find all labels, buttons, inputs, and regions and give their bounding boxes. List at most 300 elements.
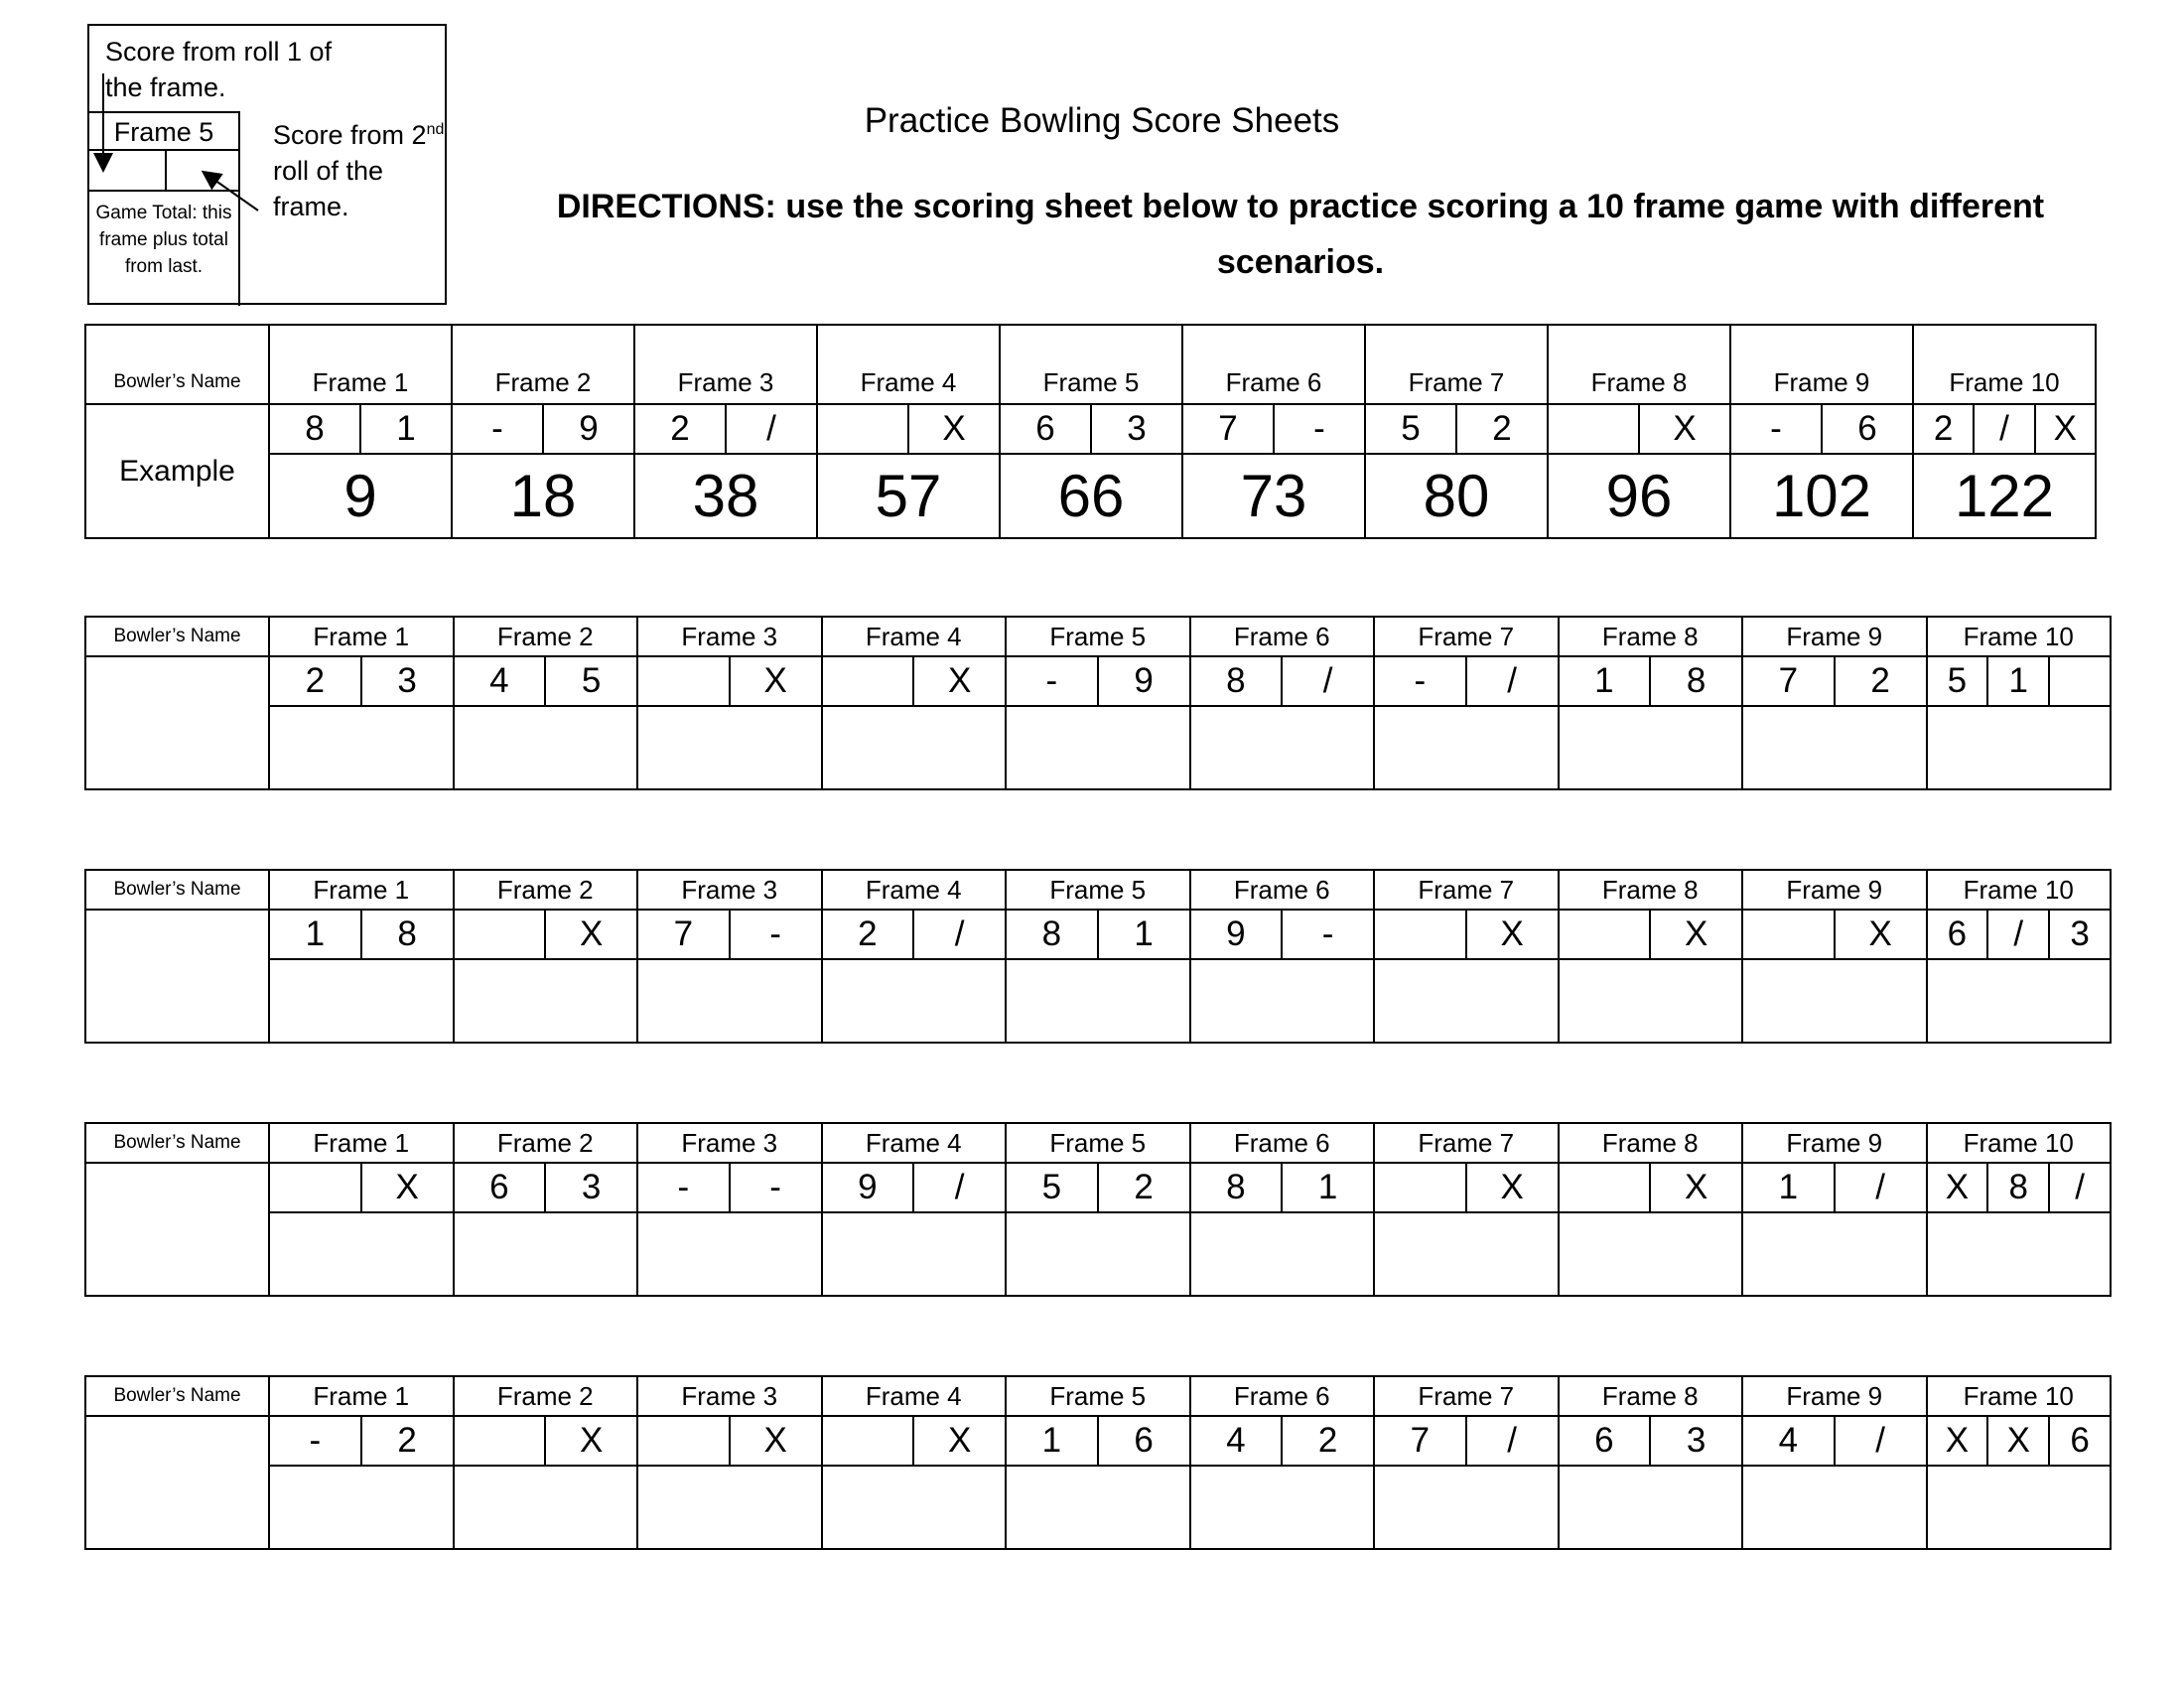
- frame-header-4: Frame 4: [817, 325, 1000, 404]
- frame-rolls: [1549, 405, 1729, 455]
- roll-box-2[interactable]: 6: [1821, 405, 1912, 453]
- roll-box-1[interactable]: [1560, 1164, 1650, 1211]
- frame-total[interactable]: [455, 1467, 637, 1548]
- header-row: [85, 325, 2096, 404]
- frame-header-8: Frame 8: [1559, 1123, 1743, 1163]
- bowler-name-cell[interactable]: [85, 910, 269, 1043]
- frame-total[interactable]: [270, 1213, 453, 1295]
- frame-cell-1: [269, 910, 454, 1043]
- bowler-name-header: Bowler’s Name: [85, 870, 269, 910]
- frame-cell-6: [1190, 910, 1375, 1043]
- roll-box-2[interactable]: /: [912, 1164, 1005, 1211]
- frame-cell-7: [1374, 1416, 1559, 1549]
- roll-box-1[interactable]: 7: [673, 914, 694, 953]
- roll-box-2[interactable]: /: [1281, 657, 1373, 705]
- frame-header-3: Frame 3: [637, 870, 822, 910]
- roll-box-2[interactable]: -: [1273, 405, 1364, 453]
- roll-box-2[interactable]: 1: [1281, 1164, 1373, 1211]
- roll-box-2[interactable]: X: [729, 657, 821, 705]
- frame-total[interactable]: 73: [1240, 463, 1307, 529]
- roll-box-2[interactable]: X: [1834, 911, 1926, 958]
- frame-rolls: [1375, 911, 1558, 960]
- frame-total[interactable]: [1375, 960, 1558, 1042]
- frame-total[interactable]: [1191, 960, 1374, 1042]
- frame-cell-3: [634, 404, 817, 538]
- bowler-name-header: Bowler’s Name: [85, 617, 269, 656]
- roll-box-2[interactable]: X: [1638, 405, 1729, 453]
- header-row: [85, 870, 2111, 910]
- frame-total[interactable]: [638, 707, 821, 788]
- frame-total[interactable]: [1560, 1467, 1742, 1548]
- frame-rolls: [818, 405, 999, 455]
- roll-box-1[interactable]: [638, 1417, 729, 1465]
- frame-total[interactable]: [1743, 960, 1926, 1042]
- frame-rolls: [1928, 911, 2111, 960]
- roll-box-1[interactable]: -: [491, 409, 503, 448]
- roll-box-1[interactable]: -: [1414, 661, 1427, 700]
- frame-header-8: Frame 8: [1559, 870, 1743, 910]
- frame-cell-5: [1006, 1163, 1190, 1296]
- frame-header-1: Frame 1: [269, 1376, 454, 1416]
- roll-box-1[interactable]: 8: [305, 409, 325, 448]
- frame-total[interactable]: [1375, 1213, 1558, 1295]
- score-table: [84, 1375, 2112, 1550]
- frame-total[interactable]: [1375, 1467, 1558, 1548]
- frame-cell-10: [1927, 1163, 2112, 1296]
- frame-cell-8: [1559, 656, 1743, 789]
- frame-total[interactable]: 57: [875, 463, 942, 529]
- roll-box-2[interactable]: -: [1281, 911, 1373, 958]
- roll-box-2[interactable]: /: [912, 911, 1005, 958]
- frame-total[interactable]: [1560, 707, 1742, 788]
- frame-header-4: Frame 4: [822, 1376, 1007, 1416]
- frame-rolls: [270, 405, 451, 455]
- roll-box-2[interactable]: /: [1465, 1417, 1558, 1465]
- roll-box-2[interactable]: 2: [1281, 1417, 1373, 1465]
- roll-box-2[interactable]: /: [725, 405, 816, 453]
- frame-header-7: Frame 7: [1365, 325, 1548, 404]
- roll-box-1[interactable]: -: [1045, 661, 1058, 700]
- legend-box: [87, 24, 447, 305]
- roll-box-1[interactable]: -: [677, 1168, 690, 1206]
- frame-cell-10: [1913, 404, 2096, 538]
- roll-box-2[interactable]: 1: [1986, 657, 2048, 705]
- roll-box-1[interactable]: 7: [1410, 1421, 1431, 1460]
- roll-box-2[interactable]: 8: [1986, 1164, 2048, 1211]
- frame-cell-4: [822, 1163, 1007, 1296]
- roll-box-3[interactable]: /: [2048, 1164, 2110, 1211]
- roll-box-2[interactable]: 6: [1097, 1417, 1189, 1465]
- frame-cell-9: [1742, 1163, 1927, 1296]
- frame-total[interactable]: [1191, 1213, 1374, 1295]
- roll-box-1[interactable]: 6: [1594, 1421, 1614, 1460]
- roll-box-1[interactable]: 9: [1226, 914, 1246, 953]
- roll-box-2[interactable]: X: [907, 405, 999, 453]
- roll-box-1[interactable]: 1: [1041, 1421, 1062, 1460]
- frame-total[interactable]: 9: [343, 463, 377, 529]
- frame-header-1: Frame 1: [269, 325, 452, 404]
- roll-box-1[interactable]: [270, 1164, 360, 1211]
- frame-total[interactable]: [1007, 707, 1189, 788]
- header-row: [85, 617, 2111, 656]
- frame-header-8: Frame 8: [1559, 617, 1743, 656]
- roll-box-1[interactable]: -: [309, 1421, 322, 1460]
- frame-cell-7: [1365, 404, 1548, 538]
- frame-total[interactable]: [823, 1467, 1006, 1548]
- frame-total[interactable]: [455, 960, 637, 1042]
- roll-box-3[interactable]: [2048, 657, 2110, 705]
- frame-header-9: Frame 9: [1742, 617, 1927, 656]
- roll-box-1[interactable]: [638, 657, 729, 705]
- roll-box-2[interactable]: 2: [1097, 1164, 1189, 1211]
- frame-rolls: [823, 911, 1006, 960]
- roll-box-1[interactable]: [823, 1417, 913, 1465]
- frame-cell-4: [822, 656, 1007, 789]
- roll-box-1[interactable]: 5: [1401, 409, 1421, 448]
- roll-box-1[interactable]: [1549, 405, 1638, 453]
- frame-total[interactable]: [1007, 960, 1189, 1042]
- roll-box-1[interactable]: 8: [1226, 661, 1246, 700]
- frame-header-2: Frame 2: [452, 325, 634, 404]
- frame-header-3: Frame 3: [634, 325, 817, 404]
- frame-rolls: [1191, 911, 1374, 960]
- roll-box-1[interactable]: 4: [1778, 1421, 1799, 1460]
- frame-header-9: Frame 9: [1742, 870, 1927, 910]
- score-row: [85, 910, 2111, 1043]
- roll-box-1[interactable]: 6: [489, 1168, 509, 1206]
- frame-total[interactable]: 80: [1423, 463, 1490, 529]
- frame-header-1: Frame 1: [269, 617, 454, 656]
- roll-box-3[interactable]: X: [2034, 405, 2095, 453]
- roll-box-1[interactable]: 7: [1778, 661, 1799, 700]
- roll-box-1[interactable]: 4: [1226, 1421, 1246, 1460]
- header-row: [85, 1123, 2111, 1163]
- frame-total[interactable]: [1743, 707, 1926, 788]
- roll-box-2[interactable]: -: [729, 1164, 821, 1211]
- frame-rolls: [638, 657, 821, 707]
- frame-total[interactable]: [823, 707, 1006, 788]
- frame-rolls: [455, 1417, 637, 1467]
- frame-cell-2: [454, 910, 638, 1043]
- frame-header-5: Frame 5: [1006, 617, 1190, 656]
- frame-cell-5: [1006, 656, 1190, 789]
- frame-cell-2: [454, 1416, 638, 1549]
- bowler-name-header: Bowler’s Name: [85, 325, 269, 404]
- frame-header-7: Frame 7: [1374, 617, 1559, 656]
- roll-box-3[interactable]: 6: [2048, 1417, 2110, 1465]
- roll-box-1[interactable]: [455, 1417, 545, 1465]
- frame-total[interactable]: [1928, 1213, 2111, 1295]
- roll-box-2[interactable]: 8: [360, 911, 453, 958]
- frame-rolls: [1928, 1164, 2111, 1213]
- roll-box-1[interactable]: [1743, 911, 1834, 958]
- roll-box-2[interactable]: X: [729, 1417, 821, 1465]
- roll-box-1[interactable]: [818, 405, 907, 453]
- frame-total[interactable]: [1560, 960, 1742, 1042]
- score-row: [85, 1416, 2111, 1549]
- directions-text: DIRECTIONS: use the scoring sheet below to practice scoring a 10 frame game with different scenarios.: [556, 188, 2045, 281]
- frame-cell-9: [1742, 910, 1927, 1043]
- frame-rolls: [1007, 911, 1189, 960]
- frame-total[interactable]: 66: [1057, 463, 1125, 529]
- frame-total[interactable]: 102: [1771, 463, 1872, 529]
- frame-rolls: [1560, 657, 1742, 707]
- frame-rolls: [1191, 1417, 1374, 1467]
- frame-rolls: [1928, 1417, 2111, 1467]
- frame-rolls: [823, 1164, 1006, 1213]
- roll-box-2[interactable]: X: [912, 657, 1005, 705]
- roll-box-1[interactable]: 1: [305, 914, 326, 953]
- roll-box-2[interactable]: 3: [360, 657, 453, 705]
- frame-rolls: [1375, 1417, 1558, 1467]
- roll-box-2[interactable]: X: [1649, 1164, 1741, 1211]
- frame-cell-9: [1742, 656, 1927, 789]
- roll-box-1[interactable]: 4: [489, 661, 509, 700]
- frame-total[interactable]: [823, 1213, 1006, 1295]
- frame-total[interactable]: [1928, 707, 2111, 788]
- frame-header-1: Frame 1: [269, 1123, 454, 1163]
- roll-box-1[interactable]: 2: [670, 409, 690, 448]
- frame-header-2: Frame 2: [454, 617, 638, 656]
- frame-total[interactable]: [823, 960, 1006, 1042]
- frame-header-4: Frame 4: [822, 870, 1007, 910]
- frame-cell-10: [1927, 910, 2112, 1043]
- legend-roll1-text: Score from roll 1 of the frame.: [105, 37, 333, 102]
- roll-box-2[interactable]: 3: [1649, 1417, 1741, 1465]
- frame-total[interactable]: [1928, 1467, 2111, 1548]
- frame-total[interactable]: [1928, 960, 2111, 1042]
- frame-header-10: Frame 10: [1927, 617, 2112, 656]
- frame-rolls: [823, 657, 1006, 707]
- frame-header-6: Frame 6: [1182, 325, 1365, 404]
- roll-box-2[interactable]: 9: [1097, 657, 1189, 705]
- roll-box-2[interactable]: X: [1649, 911, 1741, 958]
- frame-header-6: Frame 6: [1190, 870, 1375, 910]
- frame-cell-1: [269, 656, 454, 789]
- roll-box-1[interactable]: [823, 657, 913, 705]
- frame-cell-10: [1927, 656, 2112, 789]
- roll-box-1[interactable]: 8: [1041, 914, 1062, 953]
- roll-box-2[interactable]: X: [1465, 1164, 1558, 1211]
- frame-header-2: Frame 2: [454, 870, 638, 910]
- frame-total[interactable]: [455, 707, 637, 788]
- roll-box-2[interactable]: X: [1465, 911, 1558, 958]
- frame-rolls: [1560, 1164, 1742, 1213]
- roll-box-1[interactable]: [455, 911, 545, 958]
- roll-box-2[interactable]: X: [912, 1417, 1005, 1465]
- roll-box-2[interactable]: X: [1986, 1417, 2048, 1465]
- roll-box-2[interactable]: 2: [1834, 657, 1926, 705]
- frame-total[interactable]: [638, 1213, 821, 1295]
- legend-arrows: [89, 26, 449, 307]
- frame-total[interactable]: [638, 960, 821, 1042]
- frame-rolls: [1191, 1164, 1374, 1213]
- frame-total[interactable]: [1560, 1213, 1742, 1295]
- roll-box-1[interactable]: [1375, 1164, 1465, 1211]
- frame-rolls: [1560, 911, 1742, 960]
- frame-cell-2: [454, 1163, 638, 1296]
- frame-total[interactable]: 18: [509, 463, 577, 529]
- roll-box-1[interactable]: 8: [1226, 1168, 1246, 1206]
- frame-cell-5: [1006, 910, 1190, 1043]
- frame-header-6: Frame 6: [1190, 617, 1375, 656]
- frame-cell-8: [1559, 1163, 1743, 1296]
- score-table: [84, 1122, 2112, 1297]
- frame-header-2: Frame 2: [454, 1123, 638, 1163]
- frame-total[interactable]: 96: [1605, 463, 1673, 529]
- frame-total[interactable]: [270, 707, 453, 788]
- frame-rolls: [1914, 405, 2095, 455]
- roll-box-2[interactable]: 1: [359, 405, 451, 453]
- roll-box-2[interactable]: /: [1986, 911, 2048, 958]
- bowler-name-header: Bowler’s Name: [85, 1123, 269, 1163]
- score-row: [85, 656, 2111, 789]
- frame-cell-3: [637, 1163, 822, 1296]
- frame-cell-7: [1374, 656, 1559, 789]
- frame-rolls: [1191, 657, 1374, 707]
- roll-box-1[interactable]: 2: [305, 661, 326, 700]
- score-row: [85, 1163, 2111, 1296]
- roll-box-1[interactable]: 6: [1947, 914, 1968, 953]
- roll-box-2[interactable]: 2: [360, 1417, 453, 1465]
- frame-rolls: [1375, 657, 1558, 707]
- frame-rolls: [1007, 1164, 1189, 1213]
- roll-box-2[interactable]: -: [729, 911, 821, 958]
- frame-total[interactable]: [1007, 1467, 1189, 1548]
- frame-cell-2: [452, 404, 634, 538]
- roll-box-1[interactable]: 2: [858, 914, 878, 953]
- roll-box-1[interactable]: 7: [1218, 409, 1238, 448]
- roll-box-2[interactable]: 5: [544, 657, 636, 705]
- frame-header-7: Frame 7: [1374, 1123, 1559, 1163]
- frame-total[interactable]: [1743, 1213, 1926, 1295]
- roll-box-1[interactable]: 6: [1035, 409, 1055, 448]
- roll-box-2[interactable]: 9: [542, 405, 633, 453]
- header-row: [85, 1376, 2111, 1416]
- frame-header-6: Frame 6: [1190, 1123, 1375, 1163]
- frame-rolls: [1731, 405, 1912, 455]
- frame-cell-9: [1742, 1416, 1927, 1549]
- frame-rolls: [1366, 405, 1547, 455]
- frame-cell-1: [269, 1416, 454, 1549]
- example-score-table: [84, 324, 2097, 539]
- frame-rolls: [1743, 1417, 1926, 1467]
- frame-total[interactable]: [1191, 1467, 1374, 1548]
- roll-box-1[interactable]: [1375, 911, 1465, 958]
- legend-frame-label: Frame 5: [89, 113, 238, 151]
- frame-header-3: Frame 3: [637, 1376, 822, 1416]
- frame-rolls: [635, 405, 816, 455]
- legend-roll2-suffix: roll of the frame.: [273, 156, 384, 221]
- frame-rolls: [638, 1164, 821, 1213]
- page-title: Practice Bowling Score Sheets: [864, 101, 1340, 140]
- frame-total[interactable]: [1743, 1467, 1926, 1548]
- roll-box-2[interactable]: 1: [1097, 911, 1189, 958]
- roll-box-2[interactable]: 2: [1455, 405, 1547, 453]
- frame-rolls: [270, 1164, 453, 1213]
- roll-box-2[interactable]: /: [1834, 1417, 1926, 1465]
- score-table: [84, 616, 2112, 790]
- frame-total[interactable]: 122: [1954, 463, 2055, 529]
- bowler-name-cell[interactable]: [85, 1163, 269, 1296]
- frame-cell-9: [1730, 404, 1913, 538]
- roll-box-2[interactable]: /: [1465, 657, 1558, 705]
- roll-box-2[interactable]: /: [1834, 1164, 1926, 1211]
- frame-total[interactable]: [270, 960, 453, 1042]
- frame-header-7: Frame 7: [1374, 1376, 1559, 1416]
- roll-box-1[interactable]: 9: [858, 1168, 878, 1206]
- frame-cell-5: [1006, 1416, 1190, 1549]
- frame-cell-4: [822, 910, 1007, 1043]
- roll-box-1[interactable]: 5: [1947, 661, 1968, 700]
- frame-total[interactable]: [638, 1467, 821, 1548]
- roll-box-2[interactable]: 3: [544, 1164, 636, 1211]
- bowler-name-cell[interactable]: [85, 1416, 269, 1549]
- roll-box-2[interactable]: 8: [1649, 657, 1741, 705]
- roll-box-1[interactable]: X: [1945, 1168, 1970, 1206]
- frame-header-5: Frame 5: [1006, 1376, 1190, 1416]
- bowler-name-cell[interactable]: Example: [85, 404, 269, 538]
- frame-cell-8: [1559, 1416, 1743, 1549]
- roll-box-3[interactable]: 3: [2048, 911, 2110, 958]
- frame-cell-8: [1548, 404, 1730, 538]
- frame-header-9: Frame 9: [1730, 325, 1913, 404]
- frame-header-8: Frame 8: [1559, 1376, 1743, 1416]
- roll-box-1[interactable]: 1: [1778, 1168, 1799, 1206]
- frame-total[interactable]: [1007, 1213, 1189, 1295]
- frame-header-5: Frame 5: [1006, 870, 1190, 910]
- roll-box-2[interactable]: X: [544, 911, 636, 958]
- frame-cell-6: [1182, 404, 1365, 538]
- roll-box-2[interactable]: 3: [1090, 405, 1181, 453]
- frame-rolls: [270, 1417, 453, 1467]
- roll-box-1[interactable]: [1560, 911, 1650, 958]
- bowler-name-cell[interactable]: [85, 656, 269, 789]
- frame-rolls: [455, 1164, 637, 1213]
- frame-header-3: Frame 3: [637, 617, 822, 656]
- frame-header-10: Frame 10: [1927, 1376, 2112, 1416]
- frame-rolls: [1743, 1164, 1926, 1213]
- frame-cell-2: [454, 656, 638, 789]
- frame-header-10: Frame 10: [1927, 1123, 2112, 1163]
- roll-box-2[interactable]: X: [360, 1164, 453, 1211]
- frame-total[interactable]: 38: [692, 463, 759, 529]
- roll-box-2[interactable]: /: [1973, 405, 2033, 453]
- roll-box-1[interactable]: X: [1945, 1421, 1970, 1460]
- frame-header-10: Frame 10: [1927, 870, 2112, 910]
- frame-cell-1: [269, 404, 452, 538]
- roll-box-1[interactable]: 5: [1041, 1168, 1062, 1206]
- bowler-name-header: Bowler’s Name: [85, 1376, 269, 1416]
- frame-header-9: Frame 9: [1742, 1123, 1927, 1163]
- frame-cell-3: [637, 656, 822, 789]
- roll-box-1[interactable]: 2: [1933, 409, 1954, 448]
- frame-cell-8: [1559, 910, 1743, 1043]
- frame-header-9: Frame 9: [1742, 1376, 1927, 1416]
- roll-box-1[interactable]: 1: [1594, 661, 1614, 700]
- frame-cell-5: [1000, 404, 1182, 538]
- frame-rolls: [270, 911, 453, 960]
- frame-header-4: Frame 4: [822, 1123, 1007, 1163]
- frame-total[interactable]: [455, 1213, 637, 1295]
- frame-total[interactable]: [1375, 707, 1558, 788]
- roll-box-1[interactable]: -: [1770, 409, 1782, 448]
- frame-total[interactable]: [1191, 707, 1374, 788]
- frame-rolls: [1928, 657, 2111, 707]
- frame-rolls: [270, 657, 453, 707]
- frame-total[interactable]: [270, 1467, 453, 1548]
- roll-box-2[interactable]: X: [544, 1417, 636, 1465]
